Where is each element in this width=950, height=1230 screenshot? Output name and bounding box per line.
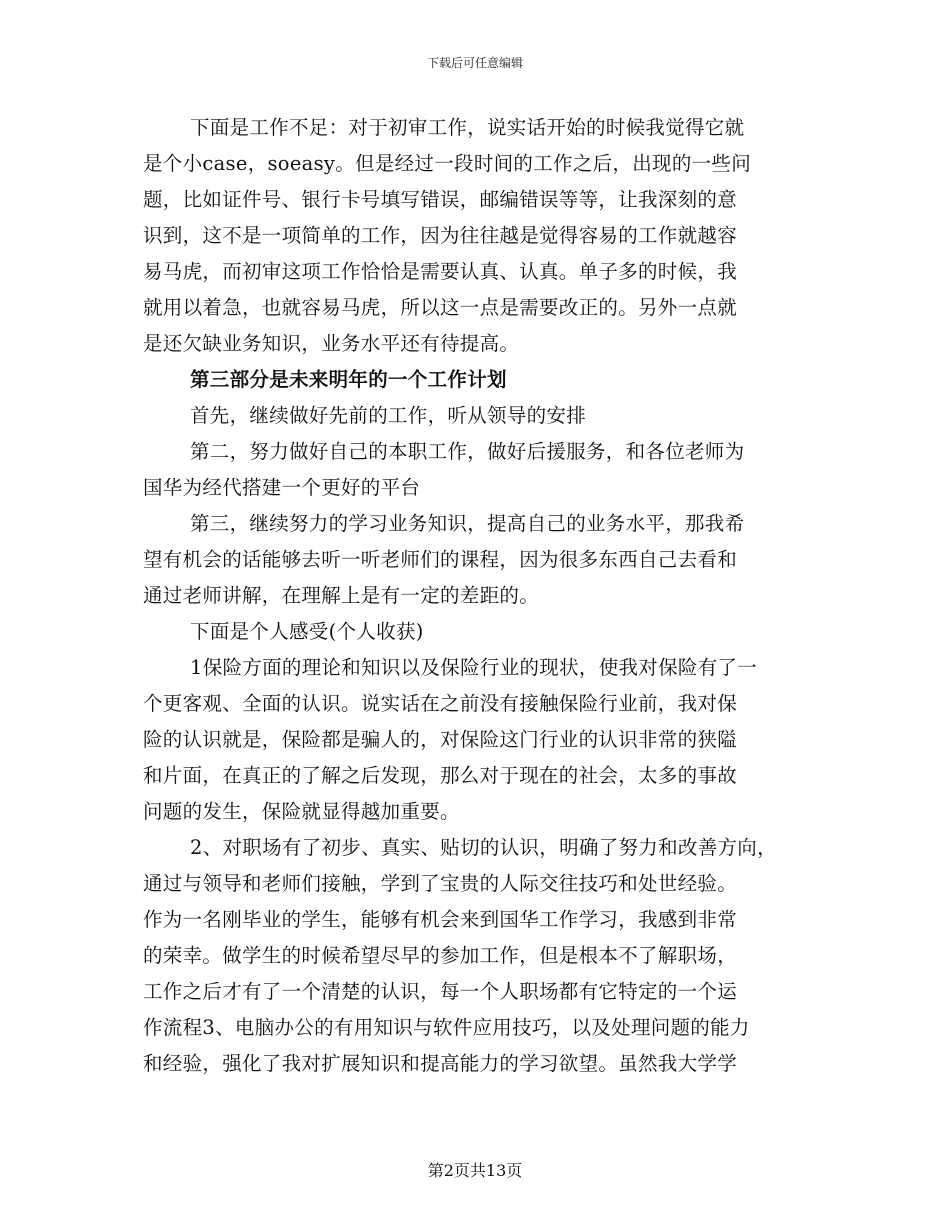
text-line: 是个小case，soeasy。但是经过一段时间的工作之后，出现的一些问 — [143, 152, 752, 175]
text-line: 就用以着急，也就容易马虎，所以这一点是需要改正的。另外一点就 — [143, 296, 738, 319]
text-line: 的荣幸。做学生的时候希望尽早的参加工作，但是根本不了解职场， — [143, 944, 738, 967]
text-line: 第三，继续努力的学习业务知识，提高自己的业务水平，那我希 — [190, 512, 745, 535]
text-line: 识到，这不是一项简单的工作，因为往往越是觉得容易的工作就越容 — [143, 224, 738, 247]
page-header: 下载后可任意编辑 — [426, 56, 523, 70]
text-line: 下面是工作不足：对于初审工作，说实话开始的时候我觉得它就 — [190, 116, 745, 139]
text-line: 工作之后才有了一个清楚的认识，每一个人职场都有它特定的一个运 — [143, 980, 738, 1003]
text-line: 望有机会的话能够去听一听老师们的课程，因为很多东西自己去看和 — [143, 548, 738, 571]
text-line: 首先，继续做好先前的工作，听从领导的安排 — [190, 404, 587, 427]
text-line: 国华为经代搭建一个更好的平台 — [143, 476, 421, 499]
document-body — [143, 110, 823, 1082]
text-line: 2、对职场有了初步、真实、贴切的认识，明确了努力和改善方向， — [190, 836, 777, 859]
page-number: 第2页共13页 — [427, 1161, 523, 1180]
text-line: 是还欠缺业务知识，业务水平还有待提高。 — [143, 332, 520, 355]
text-line: 作为一名刚毕业的学生，能够有机会来到国华工作学习，我感到非常 — [143, 908, 738, 931]
text-line: 通过与领导和老师们接触，学到了宝贵的人际交往技巧和处世经验。 — [143, 872, 738, 895]
text-line: 险的认识就是，保险都是骗人的，对保险这门行业的认识非常的狭隘 — [143, 728, 738, 751]
text-line: 第二，努力做好自己的本职工作，做好后援服务，和各位老师为 — [190, 440, 745, 463]
text-line: 易马虎，而初审这项工作恰恰是需要认真、认真。单子多的时候，我 — [143, 260, 738, 283]
text-line: 下面是个人感受(个人收获) — [190, 620, 424, 643]
text-line: 通过老师讲解，在理解上是有一定的差距的。 — [143, 584, 540, 607]
text-line: 个更客观、全面的认识。说实话在之前没有接触保险行业前，我对保 — [143, 692, 738, 715]
text-line: 和片面，在真正的了解之后发现，那么对于现在的社会，太多的事故 — [143, 764, 738, 787]
text-line: 问题的发生，保险就显得越加重要。 — [143, 800, 460, 823]
text-line: 题，比如证件号、银行卡号填写错误，邮编错误等等，让我深刻的意 — [143, 188, 738, 211]
section-heading: 第三部分是未来明年的一个工作计划 — [190, 368, 507, 391]
text-line: 作流程3、电脑办公的有用知识与软件应用技巧，以及处理问题的能力 — [143, 1016, 750, 1039]
text-line: 和经验，强化了我对扩展知识和提高能力的学习欲望。虽然我大学学 — [143, 1052, 738, 1075]
text-line: 1保险方面的理论和知识以及保险行业的现状，使我对保险有了一 — [190, 656, 758, 679]
